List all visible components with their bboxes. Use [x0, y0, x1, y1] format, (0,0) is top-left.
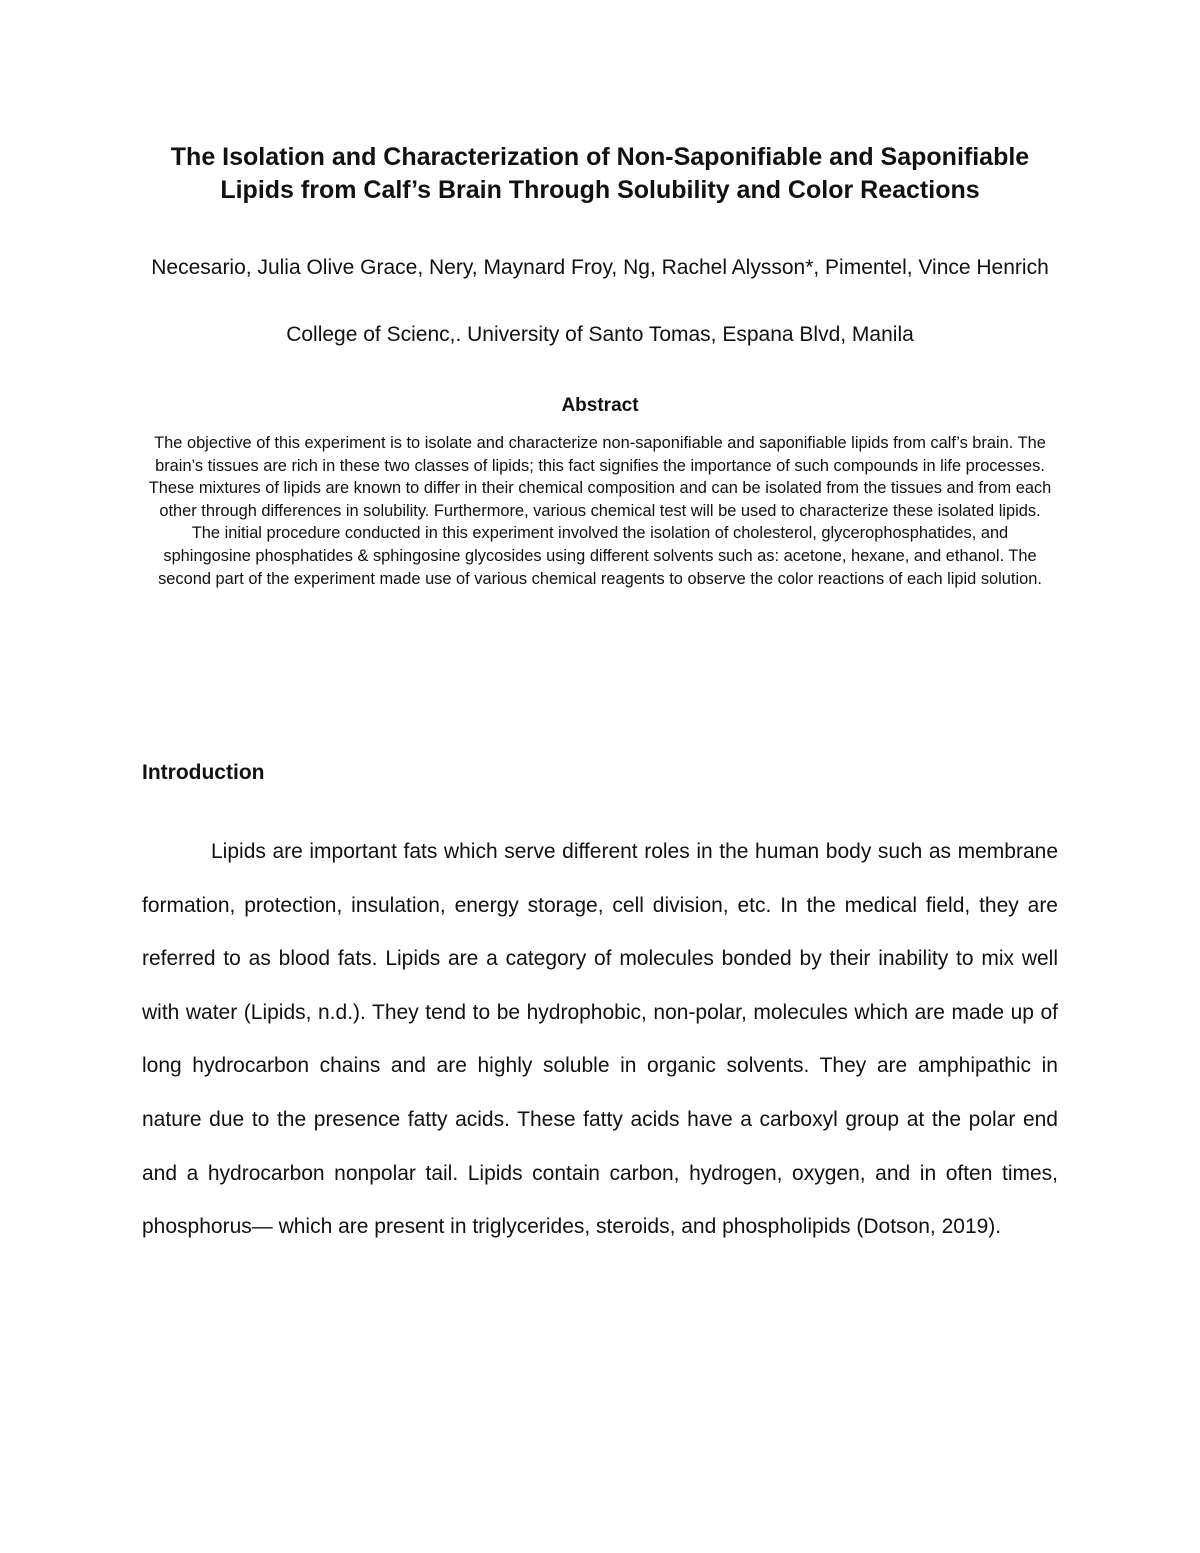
paper-title: The Isolation and Characterization of Non-Saponifiable and Saponifiable Lipids from Calf’s Brain Through Solubility and Color Reactions — [170, 143, 1030, 204]
introduction-heading: Introduction — [142, 761, 265, 784]
introduction-text: Lipids are important fats which serve different roles in the human body such as membrane formation, protection, insulation, energy storage, cell division, etc. In the medical field, they are referred to as blood fats. Lipids are a category of molecules bonded by their inability to mix well with water (Lipids, n.d.). They tend to be hydrophobic, non-polar, molecules which are made up of long hydrocarbon chains and are highly soluble in organic solvents. They are amphipathic in nature due to the presence fatty acids. These fatty acids have a carboxyl group at the polar end and a hydrocarbon nonpolar tail. Lipids contain carbon, hydrogen, oxygen, and in often times, phosphorus— which are present in triglycerides, steroids, and phospholipids (Dotson, 2019). — [142, 840, 1058, 1239]
abstract-heading: Abstract — [561, 395, 639, 416]
author-list: Necesario, Julia Olive Grace, Nery, Maynard Froy, Ng, Rachel Alysson*, Pimentel, Vince Henrich — [151, 256, 1049, 279]
abstract-text: The objective of this experiment is to isolate and characterize non-saponifiable and saponifiable lipids from calf’s brain. The brain’s tissues are rich in these two classes of lipids; this fact signifies the importance of such compounds in life processes. These mixtures of lipids are known to differ in their chemical composition and can be isolated from the tissues and from each other through differences in solubility. Furthermore, various chemical test will be used to characterize these isolated lipids. The initial procedure conducted in this experiment involved the isolation of cholesterol, glycerophosphatides, and sphingosine phosphatides & sphingosine glycosides using different solvents such as: acetone, hexane, and ethanol. The second part of the experiment made use of various chemical reagents to observe the color reactions of each lipid solution. — [148, 434, 1052, 588]
affiliation: College of Scienc,. University of Santo Tomas, Espana Blvd, Manila — [286, 323, 914, 346]
